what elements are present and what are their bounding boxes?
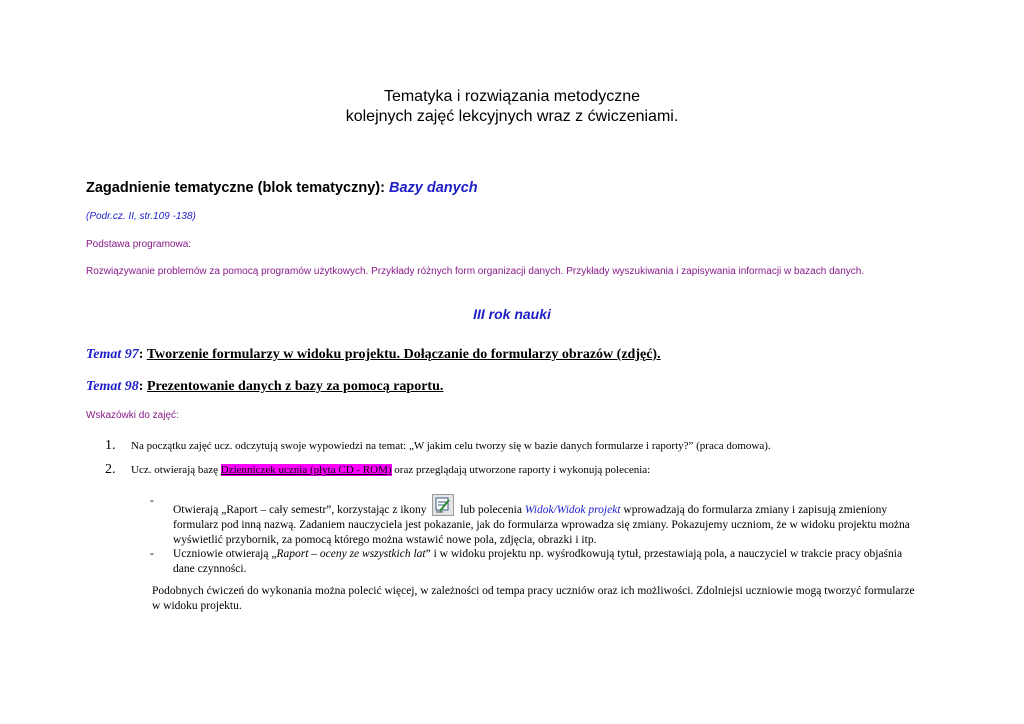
sub-step-2 bbox=[150, 547, 920, 577]
sub-step-1 bbox=[150, 494, 920, 548]
dash-bullet: - bbox=[150, 548, 154, 560]
sub-step-text-b: lub polecenia bbox=[457, 504, 525, 516]
menu-command: Widok/Widok projekt bbox=[524, 504, 621, 516]
highlighted-database-name: Dzienniczek ucznia (płyta CD - ROM) bbox=[220, 464, 392, 476]
lesson-number: Temat 97 bbox=[86, 347, 139, 362]
hints-label: Wskazówki do zajęć: bbox=[86, 410, 179, 421]
report-name: Raport – oceny ze wszystkich lat bbox=[276, 548, 426, 560]
topic-heading bbox=[86, 180, 478, 196]
textbook-reference: (Podr.cz. II, str.109 -138) bbox=[86, 211, 196, 222]
sub-step-text-b: ” i w widoku projektu np. wyśrodkowują tytuł, przestawiają pola, a nauczyciel w trakcie pracy objaśnia dane czynności. bbox=[173, 548, 903, 575]
step-1 bbox=[105, 438, 771, 454]
step-text-post: oraz przeglądają utworzone raporty i wykonują polecenia: bbox=[391, 464, 651, 476]
closing-paragraph: Podobnych ćwiczeń do wykonania można polecić więcej, w zależności od tempa pracy uczniów oraz ich możliwości. Zdolniejsi uczniowie mogą tworzyć formularze w widoku projektu. bbox=[152, 585, 915, 612]
step-text-pre: Ucz. otwierają bazę bbox=[131, 464, 221, 476]
sub-step-text-c: wprowadzają do formularza zmiany i zapisują zmieniony formularz pod inną nazwą. Zadaniem nauczyciela jest pokazanie, jak do formularza wprowadza się zmiany. Pokazujemy uczniom, że w widoku projektu można wyświetlić przybornik, za pomocą którego można wstawić nowe pola, zdjęcia, obrazki i itp. bbox=[173, 504, 910, 546]
step-text: Na początku zajęć ucz. odczytują swoje wypowiedzi na temat: „W jakim celu tworzy się w bazie danych formularze i raporty?” (praca domowa). bbox=[131, 440, 771, 452]
sub-step-text-a: Otwierają „Raport – cały semestr”, korzystając z ikony bbox=[173, 504, 427, 516]
lesson-title: Tworzenie formularzy w widoku projektu. Dołączanie do formularzy obrazów (zdjęć). bbox=[146, 347, 661, 362]
design-view-icon bbox=[432, 494, 454, 516]
lesson-title: Prezentowanie danych z bazy za pomocą raportu. bbox=[146, 379, 444, 394]
basis-text: Rozwiązywanie problemów za pomocą programów użytkowych. Przykłady różnych form organizacji danych. Przykłady wyszukiwania i zapisywania informacji w bazach danych. bbox=[86, 266, 865, 277]
topic-value: Bazy danych bbox=[388, 180, 478, 196]
lesson-number: Temat 98 bbox=[86, 379, 139, 394]
lesson-separator: : bbox=[138, 347, 147, 362]
lesson-separator: : bbox=[138, 379, 147, 394]
sub-step-text-a: Uczniowie otwierają „ bbox=[173, 548, 277, 560]
topic-label: Zagadnienie tematyczne (blok tematyczny): bbox=[86, 180, 389, 196]
step-2 bbox=[105, 462, 650, 478]
title-line-1: Tematyka i rozwiązania metodyczne bbox=[383, 88, 641, 105]
lesson-98 bbox=[86, 379, 443, 395]
year-heading: III rok nauki bbox=[473, 306, 551, 322]
document-title bbox=[0, 87, 1024, 127]
lesson-97 bbox=[86, 347, 661, 363]
basis-label: Podstawa programowa: bbox=[86, 239, 192, 250]
step-number: 2. bbox=[105, 462, 116, 477]
step-number: 1. bbox=[105, 438, 116, 453]
dash-bullet: - bbox=[150, 495, 154, 507]
title-line-2: kolejnych zajęć lekcyjnych wraz z ćwiczeniami. bbox=[345, 108, 679, 125]
